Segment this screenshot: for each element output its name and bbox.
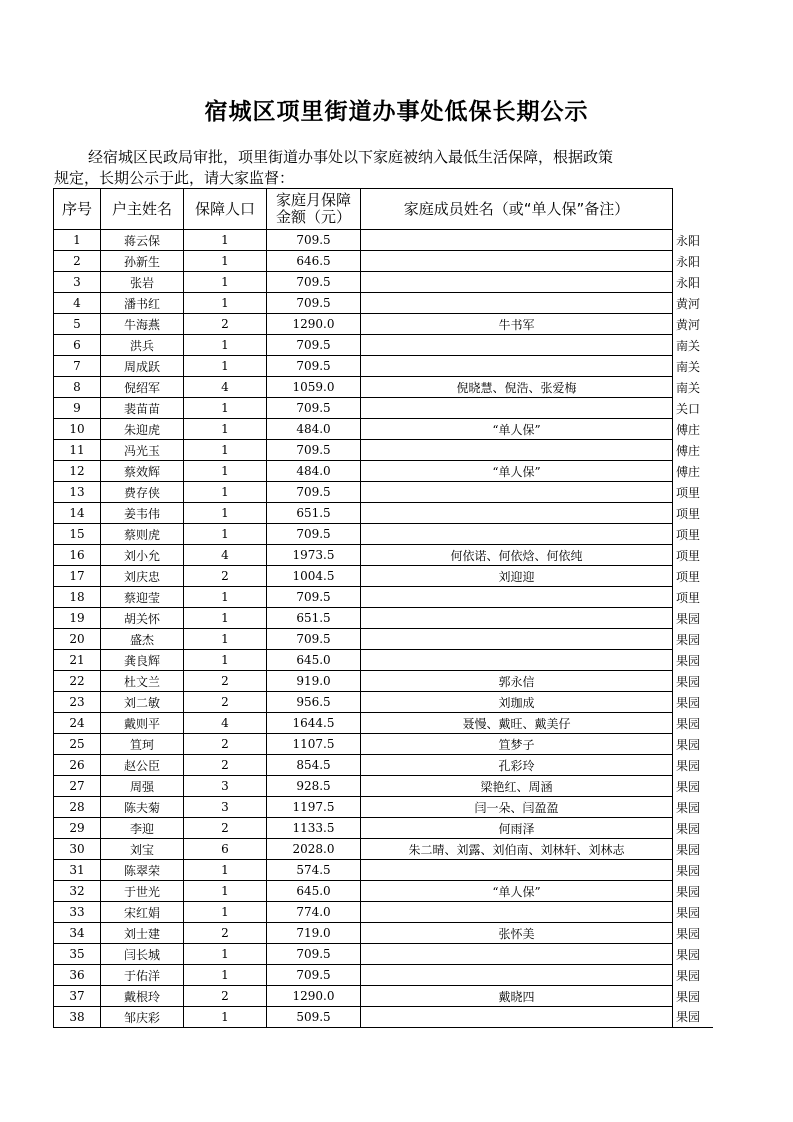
cell-members [361, 398, 673, 419]
cell-index: 23 [54, 692, 101, 713]
cell-index: 11 [54, 440, 101, 461]
table-row [54, 713, 713, 734]
cell-head-name: 潘书红 [101, 293, 184, 314]
cell-index: 22 [54, 671, 101, 692]
cell-persons: 3 [184, 776, 267, 797]
table-row [54, 839, 713, 860]
cell-amount: 709.5 [267, 356, 361, 377]
cell-index: 34 [54, 923, 101, 944]
header-persons: 保障人口 [184, 189, 267, 230]
cell-members: “单人保” [361, 881, 673, 902]
cell-persons: 4 [184, 377, 267, 398]
cell-head-name: 裴苗苗 [101, 398, 184, 419]
cell-members [361, 629, 673, 650]
cell-members: 笪梦子 [361, 734, 673, 755]
cell-area: 南关 [676, 338, 701, 353]
cell-index: 31 [54, 860, 101, 881]
cell-amount: 1973.5 [267, 545, 361, 566]
cell-index: 14 [54, 503, 101, 524]
cell-area: 果园 [676, 632, 701, 647]
table-row [54, 230, 713, 251]
cell-amount: 709.5 [267, 230, 361, 251]
cell-head-name: 刘士建 [101, 923, 184, 944]
cell-area: 果园 [676, 968, 701, 983]
cell-amount: 1290.0 [267, 986, 361, 1007]
cell-amount: 956.5 [267, 692, 361, 713]
cell-members [361, 608, 673, 629]
cell-members [361, 251, 673, 272]
cell-area: 南关 [676, 380, 701, 395]
cell-amount: 709.5 [267, 272, 361, 293]
table-row [54, 692, 713, 713]
cell-area: 果园 [676, 905, 701, 920]
cell-members [361, 860, 673, 881]
table-row [54, 923, 713, 944]
cell-head-name: 刘小允 [101, 545, 184, 566]
table-row [54, 608, 713, 629]
cell-head-name: 杜文兰 [101, 671, 184, 692]
cell-amount: 709.5 [267, 524, 361, 545]
cell-head-name: 刘二敏 [101, 692, 184, 713]
cell-index: 7 [54, 356, 101, 377]
cell-index: 29 [54, 818, 101, 839]
cell-head-name: 费存侠 [101, 482, 184, 503]
cell-amount: 1133.5 [267, 818, 361, 839]
cell-head-name: 刘庆忠 [101, 566, 184, 587]
cell-area: 果园 [676, 863, 701, 878]
cell-amount: 484.0 [267, 419, 361, 440]
cell-area: 项里 [676, 569, 701, 584]
cell-members: 戴晓四 [361, 986, 673, 1007]
cell-head-name: 蔡迎莹 [101, 587, 184, 608]
cell-area: 傅庄 [676, 443, 701, 458]
cell-amount: 1004.5 [267, 566, 361, 587]
cell-persons: 1 [184, 860, 267, 881]
cell-head-name: 戴根玲 [101, 986, 184, 1007]
table-row [54, 440, 713, 461]
table-row [54, 566, 713, 587]
table-row [54, 944, 713, 965]
cell-head-name: 孙新生 [101, 251, 184, 272]
cell-members: 郭永信 [361, 671, 673, 692]
cell-amount: 709.5 [267, 482, 361, 503]
cell-members: 倪晓慧、倪浩、张爱梅 [361, 377, 673, 398]
cell-head-name: 周强 [101, 776, 184, 797]
cell-head-name: 邹庆彩 [101, 1007, 184, 1028]
assistance-table [53, 188, 713, 1028]
cell-members [361, 293, 673, 314]
cell-persons: 1 [184, 881, 267, 902]
cell-amount: 709.5 [267, 440, 361, 461]
cell-area: 项里 [676, 485, 701, 500]
header-amount-line1: 家庭月保障 [275, 191, 351, 209]
cell-index: 12 [54, 461, 101, 482]
cell-persons: 6 [184, 839, 267, 860]
cell-area: 果园 [673, 1007, 713, 1028]
cell-amount: 709.5 [267, 944, 361, 965]
cell-area: 永阳 [676, 275, 701, 290]
cell-index: 20 [54, 629, 101, 650]
cell-head-name: 盛杰 [101, 629, 184, 650]
cell-persons: 1 [184, 419, 267, 440]
cell-area: 项里 [676, 527, 701, 542]
cell-index: 17 [54, 566, 101, 587]
cell-members: 刘珈成 [361, 692, 673, 713]
cell-amount: 651.5 [267, 503, 361, 524]
cell-head-name: 宋红娟 [101, 902, 184, 923]
cell-amount: 1059.0 [267, 377, 361, 398]
intro-line-2: 规定，长期公示于此，请大家监督： [54, 169, 295, 187]
cell-persons: 2 [184, 671, 267, 692]
cell-persons: 1 [184, 482, 267, 503]
cell-persons: 1 [184, 629, 267, 650]
cell-head-name: 刘宝 [101, 839, 184, 860]
cell-persons: 2 [184, 734, 267, 755]
cell-members: 闫一朵、闫盈盈 [361, 797, 673, 818]
cell-amount: 709.5 [267, 629, 361, 650]
cell-index: 26 [54, 755, 101, 776]
cell-persons: 1 [184, 524, 267, 545]
cell-area: 果园 [676, 737, 701, 752]
cell-area: 黄河 [676, 317, 701, 332]
cell-index: 4 [54, 293, 101, 314]
table-row [54, 272, 713, 293]
cell-persons: 1 [184, 587, 267, 608]
cell-area: 永阳 [676, 254, 701, 269]
cell-index: 8 [54, 377, 101, 398]
cell-members: “单人保” [361, 419, 673, 440]
cell-head-name: 于世光 [101, 881, 184, 902]
cell-amount: 928.5 [267, 776, 361, 797]
header-index: 序号 [54, 189, 101, 230]
cell-persons: 1 [184, 440, 267, 461]
table-row [54, 251, 713, 272]
cell-area: 果园 [676, 674, 701, 689]
table-row [54, 377, 713, 398]
cell-persons: 2 [184, 923, 267, 944]
cell-members [361, 272, 673, 293]
cell-members [361, 1007, 673, 1028]
cell-amount: 1644.5 [267, 713, 361, 734]
cell-index: 35 [54, 944, 101, 965]
cell-area: 果园 [676, 653, 701, 668]
cell-index: 13 [54, 482, 101, 503]
cell-members [361, 587, 673, 608]
cell-index: 33 [54, 902, 101, 923]
cell-index: 36 [54, 965, 101, 986]
cell-members: 朱二晴、刘露、刘伯南、刘林轩、刘林志 [361, 839, 673, 860]
cell-index: 30 [54, 839, 101, 860]
cell-persons: 2 [184, 818, 267, 839]
cell-area: 果园 [676, 947, 701, 962]
cell-area: 关口 [676, 401, 701, 416]
table-row [54, 398, 713, 419]
cell-members: “单人保” [361, 461, 673, 482]
cell-index: 9 [54, 398, 101, 419]
cell-amount: 774.0 [267, 902, 361, 923]
cell-persons: 1 [184, 902, 267, 923]
cell-head-name: 于佑洋 [101, 965, 184, 986]
cell-index: 3 [54, 272, 101, 293]
cell-head-name: 冯光玉 [101, 440, 184, 461]
cell-persons: 1 [184, 650, 267, 671]
header-amount-line2: 金额（元） [275, 208, 351, 226]
cell-members [361, 503, 673, 524]
cell-amount: 709.5 [267, 398, 361, 419]
cell-head-name: 周成跃 [101, 356, 184, 377]
table-row [54, 545, 713, 566]
cell-persons: 1 [184, 251, 267, 272]
cell-head-name: 洪兵 [101, 335, 184, 356]
cell-head-name: 笪珂 [101, 734, 184, 755]
cell-amount: 709.5 [267, 965, 361, 986]
header-head-name: 户主姓名 [101, 189, 184, 230]
cell-index: 27 [54, 776, 101, 797]
cell-head-name: 倪绍军 [101, 377, 184, 398]
table-row [54, 482, 713, 503]
table-body [54, 230, 713, 1028]
cell-persons: 1 [184, 503, 267, 524]
table-row [54, 461, 713, 482]
cell-index: 32 [54, 881, 101, 902]
cell-persons: 3 [184, 797, 267, 818]
cell-head-name: 蔡则虎 [101, 524, 184, 545]
cell-head-name: 朱迎虎 [101, 419, 184, 440]
cell-members [361, 524, 673, 545]
cell-amount: 646.5 [267, 251, 361, 272]
cell-area: 项里 [676, 590, 701, 605]
table-row [54, 965, 713, 986]
cell-index: 16 [54, 545, 101, 566]
cell-head-name: 蒋云保 [101, 230, 184, 251]
cell-head-name: 龚良辉 [101, 650, 184, 671]
cell-index: 28 [54, 797, 101, 818]
cell-amount: 1107.5 [267, 734, 361, 755]
header-amount [267, 189, 361, 230]
cell-amount: 574.5 [267, 860, 361, 881]
cell-head-name: 闫长城 [101, 944, 184, 965]
cell-members: 何依诺、何依焓、何依纯 [361, 545, 673, 566]
cell-members [361, 440, 673, 461]
table-row [54, 524, 713, 545]
cell-index: 10 [54, 419, 101, 440]
cell-persons: 1 [184, 335, 267, 356]
cell-index: 25 [54, 734, 101, 755]
cell-index: 5 [54, 314, 101, 335]
cell-persons: 1 [184, 1007, 267, 1028]
cell-persons: 4 [184, 545, 267, 566]
cell-persons: 1 [184, 293, 267, 314]
cell-head-name: 胡关怀 [101, 608, 184, 629]
cell-area: 果园 [676, 842, 701, 857]
cell-persons: 1 [184, 965, 267, 986]
cell-amount: 645.0 [267, 650, 361, 671]
cell-area: 永阳 [676, 233, 701, 248]
table-row [54, 818, 713, 839]
cell-members: 张怀美 [361, 923, 673, 944]
cell-members [361, 944, 673, 965]
cell-members [361, 902, 673, 923]
header-area-blank [673, 189, 713, 230]
cell-index: 2 [54, 251, 101, 272]
intro-line-1: 经宿城区民政局审批，项里街道办事处以下家庭被纳入最低生活保障，根据政策 [88, 148, 614, 166]
cell-members: 梁艳红、周涵 [361, 776, 673, 797]
cell-amount: 709.5 [267, 587, 361, 608]
cell-amount: 709.5 [267, 335, 361, 356]
table-row [54, 314, 713, 335]
cell-persons: 2 [184, 986, 267, 1007]
cell-members: 孔彩玲 [361, 755, 673, 776]
cell-amount: 1197.5 [267, 797, 361, 818]
cell-amount: 509.5 [267, 1007, 361, 1028]
cell-index: 21 [54, 650, 101, 671]
cell-index: 38 [54, 1007, 101, 1028]
cell-amount: 919.0 [267, 671, 361, 692]
page-title: 宿城区项里街道办事处低保长期公示 [204, 98, 589, 125]
cell-persons: 2 [184, 314, 267, 335]
cell-persons: 1 [184, 356, 267, 377]
cell-members [361, 335, 673, 356]
cell-amount: 709.5 [267, 293, 361, 314]
table-row [54, 881, 713, 902]
cell-index: 1 [54, 230, 101, 251]
cell-persons: 1 [184, 944, 267, 965]
cell-area: 南关 [676, 359, 701, 374]
cell-members [361, 650, 673, 671]
cell-persons: 1 [184, 398, 267, 419]
cell-persons: 1 [184, 272, 267, 293]
cell-persons: 2 [184, 692, 267, 713]
cell-area: 果园 [676, 884, 701, 899]
table-row [54, 755, 713, 776]
cell-head-name: 姜韦伟 [101, 503, 184, 524]
cell-head-name: 李迎 [101, 818, 184, 839]
cell-head-name: 赵公臣 [101, 755, 184, 776]
cell-area: 果园 [676, 716, 701, 731]
cell-members [361, 356, 673, 377]
table-row [54, 797, 713, 818]
header-members: 家庭成员姓名（或“单人保”备注） [361, 189, 673, 230]
cell-persons: 2 [184, 566, 267, 587]
cell-amount: 1290.0 [267, 314, 361, 335]
cell-area: 果园 [676, 758, 701, 773]
cell-persons: 1 [184, 461, 267, 482]
cell-index: 19 [54, 608, 101, 629]
cell-area: 果园 [676, 821, 701, 836]
cell-index: 37 [54, 986, 101, 1007]
cell-area: 黄河 [676, 296, 701, 311]
cell-members: 何雨泽 [361, 818, 673, 839]
cell-area: 果园 [676, 695, 701, 710]
cell-persons: 1 [184, 608, 267, 629]
table-header-row [54, 189, 713, 230]
cell-head-name: 牛海燕 [101, 314, 184, 335]
cell-area: 果园 [676, 779, 701, 794]
table-row [54, 776, 713, 797]
cell-area: 傅庄 [676, 422, 701, 437]
cell-area: 果园 [676, 800, 701, 815]
cell-head-name: 戴则平 [101, 713, 184, 734]
table-row [54, 650, 713, 671]
table-row [54, 671, 713, 692]
cell-area: 果园 [676, 611, 701, 626]
cell-members: 牛书军 [361, 314, 673, 335]
cell-members [361, 482, 673, 503]
cell-area: 项里 [676, 506, 701, 521]
cell-amount: 2028.0 [267, 839, 361, 860]
table-row [54, 734, 713, 755]
cell-index: 6 [54, 335, 101, 356]
cell-members [361, 230, 673, 251]
cell-amount: 645.0 [267, 881, 361, 902]
cell-persons: 2 [184, 755, 267, 776]
cell-index: 24 [54, 713, 101, 734]
cell-amount: 854.5 [267, 755, 361, 776]
cell-head-name: 陈夫菊 [101, 797, 184, 818]
table-row [54, 503, 713, 524]
table-row [54, 629, 713, 650]
table-row [54, 902, 713, 923]
table-row [54, 356, 713, 377]
cell-members: 聂慢、戴旺、戴美仔 [361, 713, 673, 734]
cell-area: 果园 [676, 926, 701, 941]
cell-head-name: 张岩 [101, 272, 184, 293]
table-row [54, 293, 713, 314]
cell-persons: 4 [184, 713, 267, 734]
table-row [54, 587, 713, 608]
table-row [54, 335, 713, 356]
cell-head-name: 陈翠荣 [101, 860, 184, 881]
cell-amount: 719.0 [267, 923, 361, 944]
table-row [54, 1007, 713, 1028]
table-row [54, 419, 713, 440]
cell-head-name: 蔡效辉 [101, 461, 184, 482]
cell-area: 果园 [676, 989, 701, 1004]
cell-index: 15 [54, 524, 101, 545]
intro-paragraph [54, 147, 666, 189]
table-row [54, 860, 713, 881]
cell-area: 项里 [676, 548, 701, 563]
cell-index: 18 [54, 587, 101, 608]
table-row [54, 986, 713, 1007]
cell-persons: 1 [184, 230, 267, 251]
cell-members [361, 965, 673, 986]
cell-members: 刘迎迎 [361, 566, 673, 587]
cell-amount: 484.0 [267, 461, 361, 482]
cell-amount: 651.5 [267, 608, 361, 629]
cell-area: 傅庄 [676, 464, 701, 479]
